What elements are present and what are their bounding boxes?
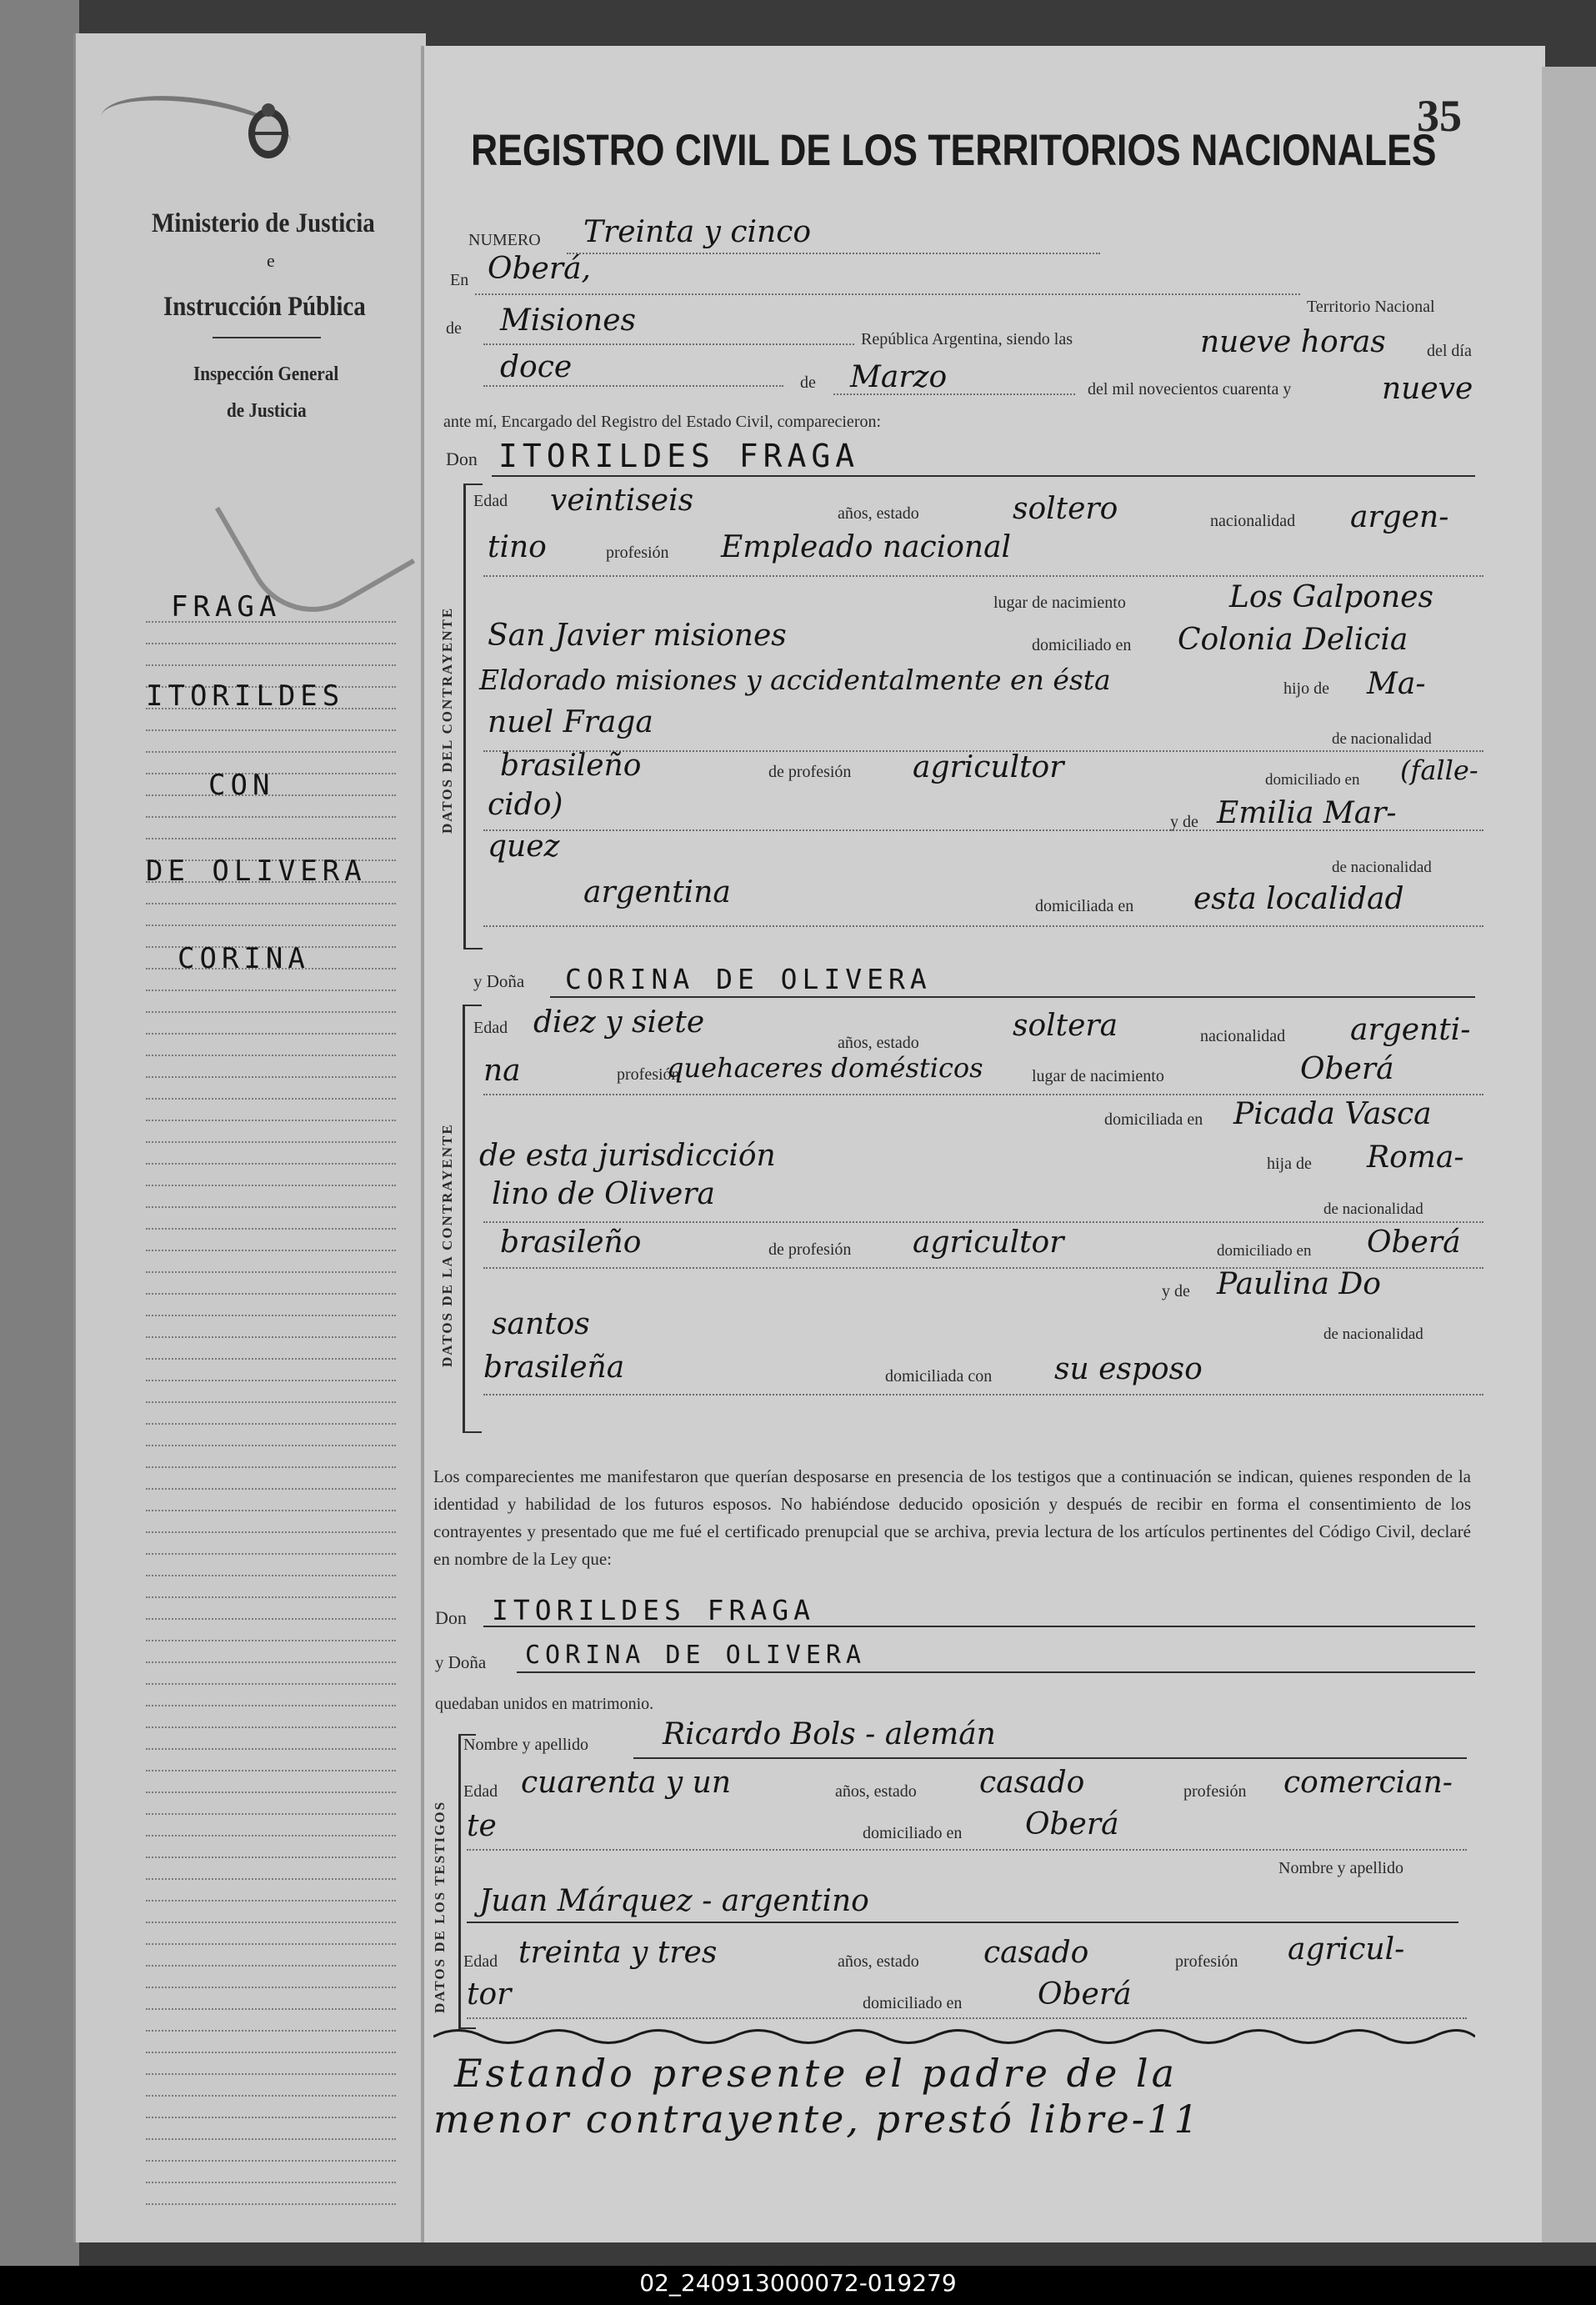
- margin-ruled-line: [146, 1380, 396, 1381]
- margin-ruled-line: [146, 1206, 396, 1208]
- witness1-dom-label: domiciliado en: [863, 1824, 963, 1842]
- margin-ruled-line: [146, 1531, 396, 1533]
- margin-ruled-line: [146, 1770, 396, 1771]
- footer-image-id: 02_240913000072-019279: [639, 2269, 957, 2297]
- margin-ruled-line: [146, 1857, 396, 1858]
- margin-ruled-line: [146, 990, 396, 991]
- groom-madre-dom-label: domiciliada en: [1035, 897, 1134, 915]
- margin-ruled-line: [146, 1445, 396, 1446]
- territorio-line: [483, 343, 854, 345]
- don-label: Don: [446, 448, 478, 469]
- witness1-estado: casado: [979, 1766, 1085, 1800]
- groom-row-line-4: [483, 925, 1483, 927]
- groom-lugar-cont: San Javier misiones: [488, 619, 787, 653]
- groom-lugar-label: lugar de nacimiento: [993, 594, 1126, 612]
- witness1-prof-b: te: [467, 1809, 497, 1843]
- margin-ruled-line: [146, 2052, 396, 2053]
- bride-padre-prof-label: de profesión: [768, 1240, 852, 1259]
- groom-hijo-label: hijo de: [1283, 679, 1329, 698]
- margin-ruled-line: [146, 1965, 396, 1967]
- de-mes-label: de: [800, 373, 816, 392]
- margin-ruled-line: [146, 1076, 396, 1078]
- note-line2: menor contrayente, prestó libre-11: [433, 2097, 1201, 2142]
- page-right-edge: [1542, 67, 1596, 2242]
- margin-ruled-line: [146, 1943, 396, 1945]
- witness2-prof-b: tor: [467, 1977, 512, 2012]
- margin-ruled-line: [146, 1878, 396, 1880]
- groom-madre-a: Emilia Mar-: [1217, 796, 1397, 830]
- page-title: REGISTRO CIVIL DE LOS TERRITORIOS NACIONALES: [471, 126, 1437, 175]
- witness2-name-line: [467, 1922, 1458, 1923]
- margin-ruled-line: [146, 1336, 396, 1338]
- margin-ruled-line: [146, 1640, 396, 1641]
- witness2-estado: casado: [983, 1936, 1089, 1970]
- margin-ruled-line: [146, 664, 396, 666]
- union-don: ITORILDES FRAGA: [492, 1594, 816, 1626]
- groom-padre-a: Ma-: [1367, 667, 1426, 701]
- margin-ruled-line: [146, 816, 396, 818]
- bride-madre-dom-label: domiciliada con: [885, 1367, 993, 1386]
- margin-ruled-line: [146, 1900, 396, 1902]
- bride-name-line: [550, 996, 1475, 998]
- margin-ruled-line: [146, 903, 396, 904]
- margin-ruled-line: [146, 729, 396, 731]
- page-number: 35: [1417, 91, 1462, 141]
- groom-madre-b: quez: [488, 829, 560, 864]
- ministry-line3: Instrucción Pública: [163, 292, 366, 322]
- dia-value: doce: [500, 350, 573, 384]
- numero-value: Treinta y cinco: [583, 215, 812, 249]
- groom-padre-b: nuel Fraga: [488, 705, 653, 739]
- groom-edad: veintiseis: [550, 484, 694, 518]
- ministry-line4: Inspección General: [193, 363, 339, 385]
- bride-padre-nac: brasileño: [500, 1225, 642, 1260]
- margin-ruled-line: [146, 1250, 396, 1251]
- republica-label: República Argentina, siendo las: [861, 330, 1073, 348]
- bride-nac-b: na: [483, 1054, 521, 1088]
- groom-estado: soltero: [1013, 492, 1118, 526]
- witness1-dom: Oberá: [1025, 1807, 1119, 1841]
- margin-ruled-line: [146, 1661, 396, 1663]
- groom-madre-dom: esta localidad: [1193, 882, 1404, 916]
- margin-ruled-line: [146, 1423, 396, 1425]
- bride-prof-label: profesión: [617, 1065, 680, 1084]
- witness1-name-label: Nombre y apellido: [463, 1736, 588, 1754]
- groom-padre-nac-label: de nacionalidad: [1332, 730, 1432, 748]
- groom-padre-prof-label: de profesión: [768, 763, 852, 781]
- margin-ruled-line: [146, 2095, 396, 2097]
- margin-name-bride-given: CORINA: [178, 942, 310, 975]
- witnesses-section-label: DATOS DE LOS TESTIGOS: [432, 1800, 448, 2013]
- union-dona: CORINA DE OLIVERA: [525, 1641, 867, 1670]
- margin-name-given: ITORILDES: [146, 679, 345, 713]
- margin-ruled-line: [146, 1055, 396, 1056]
- bride-padre-a: Roma-: [1367, 1140, 1464, 1175]
- margin-ruled-line: [146, 1726, 396, 1728]
- margin-ruled-line: [146, 2138, 396, 2140]
- margin-ruled-line: [146, 1813, 396, 1815]
- margin-ruled-line: [146, 1141, 396, 1143]
- groom-nac-a: argen-: [1350, 500, 1449, 534]
- ministry-line5: de Justicia: [227, 400, 307, 422]
- margin-ruled-line: [146, 1575, 396, 1576]
- en-label: En: [450, 271, 469, 289]
- lugar-line: [475, 293, 1300, 295]
- margin-ruled-line: [146, 1033, 396, 1035]
- ministry-line1: Ministerio de Justicia: [152, 208, 375, 238]
- mes-line: [833, 393, 1075, 395]
- union-dona-line: [517, 1671, 1475, 1673]
- groom-padre-prof: agricultor: [913, 750, 1064, 784]
- margin-ruled-line: [146, 643, 396, 644]
- groom-domicilio-cont: Eldorado misiones y accidentalmente en ésta: [479, 664, 1111, 696]
- margin-ruled-line: [146, 1358, 396, 1360]
- ministry-line2: e: [267, 250, 275, 271]
- margin-ruled-line: [146, 2182, 396, 2183]
- groom-bracket: [463, 484, 483, 950]
- margin-ruled-line: [146, 1228, 396, 1230]
- bride-padre-prof: agricultor: [913, 1225, 1064, 1260]
- lugar-value: Oberá,: [488, 252, 591, 286]
- bride-profesion: quehaceres domésticos: [667, 1052, 983, 1084]
- groom-profesion: Empleado nacional: [721, 530, 1012, 564]
- margin-ruled-line: [146, 1835, 396, 1836]
- margin-ruled-line: [146, 1683, 396, 1685]
- bride-nac-a: argenti-: [1350, 1013, 1471, 1047]
- witness1-prof-a: comercian-: [1283, 1766, 1453, 1800]
- groom-padre-dom-b: cido): [488, 788, 563, 822]
- coat-of-arms-icon: [243, 100, 293, 163]
- margin-name-con: CON: [208, 769, 275, 802]
- witness2-prof-label: profesión: [1175, 1952, 1238, 1971]
- ministry-divider: [213, 337, 321, 338]
- mes-value: Marzo: [850, 360, 948, 394]
- witness1-edad: cuarenta y un: [521, 1766, 732, 1800]
- witness2-name-label: Nombre y apellido: [1278, 1859, 1403, 1877]
- bride-bracket: [463, 1005, 482, 1433]
- bride-padre-b: lino de Olivera: [492, 1177, 715, 1211]
- y-dona-label: y Doña: [473, 971, 525, 991]
- bride-lugar: Oberá: [1300, 1052, 1394, 1086]
- bride-domicilio-cont: de esta jurisdicción: [479, 1139, 776, 1173]
- groom-padre-dom-label: domiciliado en: [1265, 771, 1360, 789]
- margin-ruled-line: [146, 1120, 396, 1121]
- groom-prof-label: profesión: [606, 544, 669, 562]
- groom-name-line: [492, 475, 1475, 477]
- bride-lugar-label: lugar de nacimiento: [1032, 1067, 1164, 1085]
- groom-lugar: Los Galpones: [1229, 580, 1433, 614]
- dia-line: [483, 385, 783, 387]
- margin-ruled-line: [146, 1705, 396, 1706]
- bride-row-line-2: [483, 1221, 1483, 1223]
- quedaban-text: quedaban unidos en matrimonio.: [435, 1695, 654, 1713]
- del-mil-label: del mil novecientos cuarenta y: [1088, 380, 1292, 398]
- groom-anos-label: años, estado: [838, 504, 919, 523]
- witness2-edad-label: Edad: [463, 1952, 498, 1971]
- bride-padre-dom: Oberá: [1367, 1225, 1461, 1260]
- anio-value: nueve: [1382, 372, 1473, 406]
- margin-ruled-line: [146, 2073, 396, 2075]
- margin-ruled-line: [146, 1596, 396, 1598]
- bride-nac-label: nacionalidad: [1200, 1027, 1286, 1045]
- numero-line: [567, 253, 1100, 254]
- groom-dom-label: domiciliado en: [1032, 636, 1132, 654]
- margin-ruled-line: [146, 1163, 396, 1165]
- margin-name-surname: FRAGA: [171, 590, 282, 624]
- groom-row-line-1: [483, 575, 1483, 577]
- margin-ruled-line: [146, 2030, 396, 2032]
- margin-ruled-line: [146, 1401, 396, 1403]
- groom-madre-nac-label: de nacionalidad: [1332, 859, 1432, 876]
- margin-ruled-line: [146, 1315, 396, 1316]
- witness2-edad: treinta y tres: [518, 1936, 718, 1970]
- margin-ruled-line: [146, 2203, 396, 2205]
- territorio-value: Misiones: [500, 303, 637, 338]
- bride-name: CORINA DE OLIVERA: [565, 963, 932, 995]
- del-dia-label: del día: [1427, 342, 1472, 360]
- bride-padre-nac-label: de nacionalidad: [1323, 1200, 1423, 1218]
- margin-ruled-line: [146, 1185, 396, 1186]
- witness1-name-line: [633, 1757, 1467, 1759]
- note-line1: Estando presente el padre de la: [454, 2051, 1178, 2096]
- bride-padre-dom-label: domiciliado en: [1217, 1242, 1312, 1260]
- witness2-row-line: [467, 2017, 1467, 2019]
- margin-ruled-line: [146, 1791, 396, 1793]
- witness1-anos-label: años, estado: [835, 1782, 917, 1801]
- witness2-anos-label: años, estado: [838, 1952, 919, 1971]
- bride-anos-label: años, estado: [838, 1034, 919, 1052]
- margin-ruled-line: [146, 1618, 396, 1620]
- witness2-name: Juan Márquez - argentino: [479, 1884, 869, 1918]
- bride-section-label: DATOS DE LA CONTRAYENTE: [439, 1123, 455, 1367]
- margin-ruled-line: [146, 2117, 396, 2118]
- groom-y-de-label: y de: [1170, 813, 1198, 831]
- groom-domicilio: Colonia Delicia: [1178, 623, 1408, 657]
- margin-ruled-line: [146, 1553, 396, 1555]
- margin-ruled-line: [146, 1987, 396, 1988]
- wavy-separator: [433, 2024, 1475, 2049]
- witness1-edad-label: Edad: [463, 1782, 498, 1801]
- witness1-row-line: [467, 1849, 1467, 1851]
- margin-ruled-line: [146, 1098, 396, 1100]
- ante-mi-text: ante mí, Encargado del Registro del Estado Civil, comparecieron:: [443, 413, 882, 431]
- bride-edad: diez y siete: [533, 1005, 705, 1040]
- bride-domicilio: Picada Vasca: [1233, 1097, 1432, 1131]
- margin-ruled-line: [146, 1293, 396, 1295]
- union-don-label: Don: [435, 1607, 467, 1628]
- bride-row-line-1: [483, 1094, 1483, 1095]
- numero-label: NUMERO: [468, 231, 541, 249]
- territorio-label: Territorio Nacional: [1307, 298, 1435, 316]
- margin-ruled-line: [146, 2160, 396, 2162]
- bride-y-de-label: y de: [1162, 1282, 1190, 1300]
- margin-ruled-line: [146, 1011, 396, 1013]
- margin-ruled-line: [146, 838, 396, 839]
- margin-ruled-line: [146, 1271, 396, 1273]
- bride-estado: soltera: [1013, 1009, 1118, 1043]
- bride-dom-label: domiciliada en: [1104, 1110, 1203, 1129]
- margin-ruled-line: [146, 751, 396, 753]
- margin-ruled-line: [146, 1748, 396, 1750]
- union-dona-label: y Doña: [435, 1652, 487, 1672]
- groom-nac-b: tino: [488, 530, 547, 564]
- witness1-name: Ricardo Bols - alemán: [663, 1717, 996, 1751]
- groom-madre-nac: argentina: [583, 875, 731, 909]
- groom-edad-label: Edad: [473, 492, 508, 510]
- witness2-dom: Oberá: [1038, 1977, 1132, 2012]
- margin-ruled-line: [146, 2008, 396, 2010]
- witness2-prof-a: agricul-: [1288, 1932, 1405, 1967]
- margin-ruled-line: [146, 1488, 396, 1490]
- bride-madre-nac-label: de nacionalidad: [1323, 1325, 1423, 1343]
- bride-madre-a: Paulina Do: [1217, 1267, 1381, 1301]
- margin-ruled-line: [146, 1466, 396, 1468]
- bride-madre-b: santos: [492, 1307, 590, 1341]
- groom-name: ITORILDES FRAGA: [498, 438, 860, 474]
- declaration-text: Los comparecientes me manifestaron que querían desposarse en presencia de los testigos que a continuación se indican, quienes responden de la identidad y habilidad de los futuros esposos. No habiéndose deducido oposición y después de recibir en forma el consentimiento de los contrayentes y presentado que me fué el certificado prenupcial que se archiva, previa lectura de los artículos pertinentes del Código Civil, declaré en nombre de la Ley que:: [433, 1466, 1471, 1569]
- groom-padre-dom-a: (falle-: [1400, 754, 1478, 786]
- margin-ruled-line: [146, 925, 396, 926]
- groom-nac-label: nacionalidad: [1210, 512, 1296, 530]
- bride-edad-label: Edad: [473, 1019, 508, 1037]
- book-binding-edge: [0, 0, 79, 2267]
- bride-madre-nac: brasileña: [483, 1350, 625, 1385]
- bride-row-line-4: [483, 1394, 1483, 1396]
- margin-ruled-line: [146, 1922, 396, 1923]
- de-label: de: [446, 319, 462, 338]
- bride-madre-dom: su esposo: [1054, 1352, 1203, 1386]
- groom-padre-nac: brasileño: [500, 749, 642, 783]
- hora-value: nueve horas: [1200, 325, 1386, 359]
- witness1-prof-label: profesión: [1183, 1782, 1247, 1801]
- witness2-dom-label: domiciliado en: [863, 1994, 963, 2012]
- groom-section-label: DATOS DEL CONTRAYENTE: [439, 606, 455, 834]
- bride-hija-label: hija de: [1267, 1155, 1312, 1173]
- margin-ruled-line: [146, 1510, 396, 1511]
- union-don-line: [483, 1626, 1475, 1627]
- margin-name-bride-surname: DE OLIVERA: [146, 854, 367, 888]
